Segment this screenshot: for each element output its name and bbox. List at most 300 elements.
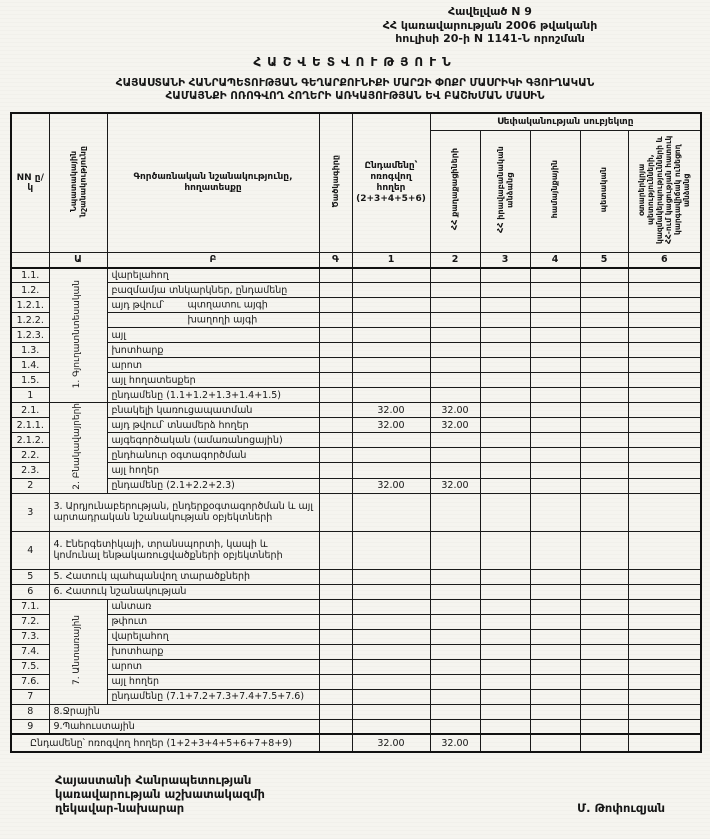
row-number: 3 bbox=[11, 493, 49, 531]
label-text: բնակելի կառուցապատման bbox=[111, 404, 253, 416]
empty-cell bbox=[530, 418, 580, 433]
table-row bbox=[11, 403, 701, 418]
empty-cell bbox=[319, 313, 352, 328]
label-text: թփուտ bbox=[111, 616, 148, 628]
label-text: արոտ bbox=[111, 661, 143, 673]
empty-cell bbox=[480, 644, 530, 659]
empty-cell bbox=[480, 403, 530, 418]
empty-cell bbox=[319, 388, 352, 403]
area-value: 32.00 bbox=[430, 403, 480, 418]
empty-cell bbox=[530, 644, 580, 659]
empty-cell bbox=[628, 448, 701, 463]
land-type-label bbox=[107, 418, 319, 433]
col-header-state-text: պետական bbox=[599, 166, 609, 213]
empty-cell bbox=[430, 569, 480, 584]
empty-cell bbox=[628, 463, 701, 478]
table-row bbox=[11, 569, 701, 584]
land-type-label bbox=[107, 313, 319, 328]
empty-cell bbox=[319, 358, 352, 373]
land-type-label bbox=[107, 448, 319, 463]
sub-label-text: պտղատու այգի bbox=[187, 299, 268, 311]
empty-cell bbox=[530, 599, 580, 614]
empty-cell bbox=[319, 478, 352, 493]
row-number: 1.3. bbox=[11, 343, 49, 358]
table-row bbox=[11, 659, 701, 674]
land-type-label bbox=[49, 531, 319, 569]
empty-cell bbox=[319, 644, 352, 659]
empty-cell bbox=[530, 328, 580, 343]
label-text: անտառ bbox=[111, 601, 152, 613]
empty-cell bbox=[430, 343, 480, 358]
empty-cell bbox=[628, 704, 701, 719]
table-row bbox=[11, 493, 701, 531]
empty-cell bbox=[352, 328, 430, 343]
row-number: 7.6. bbox=[11, 674, 49, 689]
land-type-label bbox=[49, 704, 319, 719]
empty-cell bbox=[480, 418, 530, 433]
empty-cell bbox=[530, 674, 580, 689]
empty-cell bbox=[530, 448, 580, 463]
table-row bbox=[11, 283, 701, 298]
label-text: 4. Էներգետիկայի, տրանսպորտի, կապի և կոմունալ ենթակառուցվածքների օբյեկտների bbox=[53, 539, 283, 562]
land-type-label bbox=[107, 358, 319, 373]
empty-cell bbox=[480, 704, 530, 719]
label-text: Ընդամենը՝ ոռոգվող հողեր (1+2+3+4+5+6+7+8+9) bbox=[30, 737, 293, 749]
area-value: 32.00 bbox=[352, 403, 430, 418]
row-number: 1.2.1. bbox=[11, 298, 49, 313]
empty-cell bbox=[530, 493, 580, 531]
col-header-code-text: Ծածկագիրը bbox=[330, 154, 340, 208]
label-text: ընդամենը (7.1+7.2+7.3+7.4+7.5+7.6) bbox=[111, 691, 305, 703]
empty-cell bbox=[319, 704, 352, 719]
label-text: արոտ bbox=[111, 359, 143, 371]
col-header-total-irrigated: Ընդամենը՝ ոռոգվող հողեր (2+3+4+5+6) bbox=[352, 113, 430, 253]
subtitle-line-1: ՀԱՅԱՍՏԱՆԻ ՀԱՆՐԱՊԵՏՈՒԹՅԱՆ ԳԵՂԱՐՔՈՒՆԻՔԻ ՄԱՐԶԻ ՓՈՔՐ ՄԱՍՐԻԿԻ ԳՅՈՒՂԱԿԱՆ bbox=[115, 76, 595, 89]
area-value: 32.00 bbox=[430, 734, 480, 752]
empty-cell bbox=[580, 704, 628, 719]
empty-cell bbox=[430, 704, 480, 719]
empty-cell bbox=[628, 531, 701, 569]
header-row-top bbox=[11, 113, 701, 131]
empty-cell bbox=[628, 358, 701, 373]
subtitle-line-2: ՀԱՄԱՅՆՔԻ ՈՌՈԳՎՈՂ ՀՈՂԵՐԻ ԱՌԿԱՅՈՒԹՅԱՆ ԵՎ ԲԱՇԽՄԱՆ ՄԱՍԻՆ bbox=[165, 89, 545, 102]
empty-cell bbox=[628, 719, 701, 734]
label-text: վարելահող bbox=[111, 631, 169, 643]
empty-cell bbox=[319, 689, 352, 704]
empty-cell bbox=[580, 298, 628, 313]
empty-cell bbox=[352, 569, 430, 584]
land-type-label bbox=[107, 403, 319, 418]
col-letter: 4 bbox=[530, 252, 580, 268]
table-row bbox=[11, 388, 701, 403]
appendix-line-1: Հավելված N 9 bbox=[448, 5, 532, 18]
empty-cell bbox=[628, 689, 701, 704]
empty-cell bbox=[480, 659, 530, 674]
empty-cell bbox=[530, 734, 580, 752]
empty-cell bbox=[580, 644, 628, 659]
area-value: 32.00 bbox=[352, 418, 430, 433]
empty-cell bbox=[480, 328, 530, 343]
col-header-ownership-subject: Սեփականության սուբյեկտը bbox=[430, 113, 701, 131]
empty-cell bbox=[480, 283, 530, 298]
row-number: 7.5. bbox=[11, 659, 49, 674]
row-number: 1.2. bbox=[11, 283, 49, 298]
empty-cell bbox=[480, 313, 530, 328]
empty-cell bbox=[580, 599, 628, 614]
col-header-purpose-text: Նպատակային նշանակությունը bbox=[68, 145, 87, 217]
empty-cell bbox=[530, 614, 580, 629]
land-category-cell bbox=[49, 403, 107, 494]
table-row bbox=[11, 599, 701, 614]
land-type-label bbox=[107, 283, 319, 298]
empty-cell bbox=[580, 268, 628, 283]
empty-cell bbox=[319, 599, 352, 614]
empty-cell bbox=[480, 298, 530, 313]
appendix-line-3: հուլիսի 20-ի N 1141-Ն որոշման bbox=[395, 32, 585, 45]
empty-cell bbox=[530, 719, 580, 734]
empty-cell bbox=[530, 569, 580, 584]
empty-cell bbox=[352, 719, 430, 734]
empty-cell bbox=[580, 629, 628, 644]
empty-cell bbox=[430, 283, 480, 298]
empty-cell bbox=[352, 584, 430, 599]
label-text: խոտհարք bbox=[111, 646, 164, 658]
empty-cell bbox=[430, 659, 480, 674]
empty-cell bbox=[530, 478, 580, 493]
col-header-community-text: համայնքային bbox=[550, 160, 560, 219]
col-header-functional: Գործառնական նշանակությունը, հողատեսքը bbox=[107, 113, 319, 253]
empty-cell bbox=[480, 448, 530, 463]
land-type-label bbox=[107, 629, 319, 644]
empty-cell bbox=[628, 298, 701, 313]
row-number: 1.2.2. bbox=[11, 313, 49, 328]
table-row bbox=[11, 463, 701, 478]
signer-title-line-2: կառավարության աշխատակազմի bbox=[55, 787, 265, 802]
row-number: 1 bbox=[11, 388, 49, 403]
empty-cell bbox=[352, 689, 430, 704]
area-value: 32.00 bbox=[352, 478, 430, 493]
empty-cell bbox=[352, 388, 430, 403]
row-number: 7.2. bbox=[11, 614, 49, 629]
empty-cell bbox=[430, 531, 480, 569]
row-number: 4 bbox=[11, 531, 49, 569]
col-header-state bbox=[580, 130, 628, 252]
empty-cell bbox=[319, 373, 352, 388]
empty-cell bbox=[628, 268, 701, 283]
signature-block bbox=[55, 773, 665, 815]
table-row bbox=[11, 373, 701, 388]
row-number: 7.4. bbox=[11, 644, 49, 659]
row-number: 2.3. bbox=[11, 463, 49, 478]
label-text: 8.Ջրային bbox=[53, 706, 100, 718]
empty-cell bbox=[530, 298, 580, 313]
empty-cell bbox=[352, 629, 430, 644]
land-type-label bbox=[107, 674, 319, 689]
empty-cell bbox=[530, 343, 580, 358]
empty-cell bbox=[530, 358, 580, 373]
empty-cell bbox=[480, 433, 530, 448]
empty-cell bbox=[319, 418, 352, 433]
empty-cell bbox=[352, 463, 430, 478]
empty-cell bbox=[580, 719, 628, 734]
land-type-label bbox=[49, 584, 319, 599]
empty-cell bbox=[319, 298, 352, 313]
land-type-label bbox=[107, 478, 319, 493]
col-header-foreign bbox=[628, 130, 701, 252]
empty-cell bbox=[430, 373, 480, 388]
empty-cell bbox=[530, 283, 580, 298]
empty-cell bbox=[530, 531, 580, 569]
empty-cell bbox=[352, 704, 430, 719]
empty-cell bbox=[480, 629, 530, 644]
col-letter: Գ bbox=[319, 252, 352, 268]
empty-cell bbox=[530, 584, 580, 599]
empty-cell bbox=[580, 313, 628, 328]
appendix-note bbox=[280, 0, 700, 46]
land-category-label: 7. Անտառային bbox=[72, 615, 83, 686]
empty-cell bbox=[430, 463, 480, 478]
empty-cell bbox=[580, 388, 628, 403]
empty-cell bbox=[580, 689, 628, 704]
empty-cell bbox=[628, 734, 701, 752]
label-text: այդ թվում՝ bbox=[111, 299, 165, 311]
empty-cell bbox=[480, 358, 530, 373]
table-row bbox=[11, 644, 701, 659]
row-number: 2.1.2. bbox=[11, 433, 49, 448]
empty-cell bbox=[352, 343, 430, 358]
empty-cell bbox=[628, 659, 701, 674]
empty-cell bbox=[319, 614, 352, 629]
empty-cell bbox=[628, 433, 701, 448]
empty-cell bbox=[628, 388, 701, 403]
empty-cell bbox=[628, 328, 701, 343]
empty-cell bbox=[430, 268, 480, 283]
land-report-table bbox=[10, 112, 702, 754]
empty-cell bbox=[430, 433, 480, 448]
empty-cell bbox=[530, 373, 580, 388]
land-type-label bbox=[107, 644, 319, 659]
empty-cell bbox=[352, 358, 430, 373]
empty-cell bbox=[352, 313, 430, 328]
empty-cell bbox=[580, 614, 628, 629]
empty-cell bbox=[580, 463, 628, 478]
area-value: 32.00 bbox=[430, 418, 480, 433]
empty-cell bbox=[530, 463, 580, 478]
empty-cell bbox=[628, 569, 701, 584]
empty-cell bbox=[580, 403, 628, 418]
signer-name: Մ. Թոփուզյան bbox=[577, 801, 665, 816]
col-header-purpose bbox=[49, 113, 107, 253]
land-type-label bbox=[107, 659, 319, 674]
empty-cell bbox=[530, 433, 580, 448]
empty-cell bbox=[430, 614, 480, 629]
empty-cell bbox=[352, 674, 430, 689]
empty-cell bbox=[628, 493, 701, 531]
table-row bbox=[11, 704, 701, 719]
empty-cell bbox=[480, 689, 530, 704]
col-header-community bbox=[530, 130, 580, 252]
label-text: ընդամենը (2.1+2.2+2.3) bbox=[111, 480, 235, 492]
empty-cell bbox=[430, 493, 480, 531]
table-row bbox=[11, 531, 701, 569]
land-type-label bbox=[107, 343, 319, 358]
grand-total-label bbox=[11, 734, 319, 752]
row-number: 7.1. bbox=[11, 599, 49, 614]
empty-cell bbox=[319, 569, 352, 584]
row-number: 7.3. bbox=[11, 629, 49, 644]
table-row bbox=[11, 584, 701, 599]
empty-cell bbox=[352, 531, 430, 569]
empty-cell bbox=[580, 433, 628, 448]
empty-cell bbox=[319, 268, 352, 283]
col-letter bbox=[11, 252, 49, 268]
empty-cell bbox=[352, 659, 430, 674]
label-text: այլ bbox=[111, 329, 126, 341]
empty-cell bbox=[430, 689, 480, 704]
empty-cell bbox=[628, 403, 701, 418]
signer-title-line-3: ղեկավար-նախարար bbox=[55, 801, 185, 816]
empty-cell bbox=[628, 313, 701, 328]
col-letter: 2 bbox=[430, 252, 480, 268]
empty-cell bbox=[319, 659, 352, 674]
empty-cell bbox=[530, 403, 580, 418]
table-row bbox=[11, 298, 701, 313]
empty-cell bbox=[319, 448, 352, 463]
land-type-label bbox=[49, 719, 319, 734]
empty-cell bbox=[352, 493, 430, 531]
empty-cell bbox=[580, 584, 628, 599]
col-letter: Բ bbox=[107, 252, 319, 268]
empty-cell bbox=[352, 433, 430, 448]
land-category-cell bbox=[49, 599, 107, 704]
label-text: 3. Արդյունաբերության, ընդերքօգտագործման և այլ արտադրական նշանակության օբյեկտների bbox=[53, 501, 313, 524]
empty-cell bbox=[580, 328, 628, 343]
table-row bbox=[11, 689, 701, 704]
empty-cell bbox=[530, 659, 580, 674]
empty-cell bbox=[319, 584, 352, 599]
empty-cell bbox=[580, 569, 628, 584]
table-row bbox=[11, 433, 701, 448]
empty-cell bbox=[530, 689, 580, 704]
empty-cell bbox=[580, 659, 628, 674]
empty-cell bbox=[628, 478, 701, 493]
empty-cell bbox=[352, 448, 430, 463]
empty-cell bbox=[430, 298, 480, 313]
empty-cell bbox=[628, 343, 701, 358]
area-value: 32.00 bbox=[352, 734, 430, 752]
report-table-body bbox=[11, 268, 701, 753]
empty-cell bbox=[430, 313, 480, 328]
appendix-line-2: ՀՀ կառավարության 2006 թվականի bbox=[382, 18, 598, 32]
label-text: բազմամյա տնկարկներ, ընդամենը bbox=[111, 284, 288, 296]
empty-cell bbox=[580, 373, 628, 388]
column-letters-row bbox=[11, 252, 701, 268]
empty-cell bbox=[480, 343, 530, 358]
table-row bbox=[11, 719, 701, 734]
empty-cell bbox=[480, 531, 530, 569]
label-text: ընդհանուր օգտագործման bbox=[111, 449, 247, 461]
land-category-label: 2. Բնակավայրերի bbox=[72, 403, 83, 490]
empty-cell bbox=[480, 388, 530, 403]
land-type-label bbox=[107, 433, 319, 448]
table-row bbox=[11, 343, 701, 358]
empty-cell bbox=[580, 478, 628, 493]
label-text: այգեգործական (ամառանոցային) bbox=[111, 434, 283, 446]
empty-cell bbox=[530, 268, 580, 283]
empty-cell bbox=[319, 328, 352, 343]
land-type-label bbox=[107, 463, 319, 478]
col-header-citizens-text: ՀՀ քաղաքացիների bbox=[450, 148, 460, 231]
row-number: 1.5. bbox=[11, 373, 49, 388]
empty-cell bbox=[319, 463, 352, 478]
col-header-nn: NN ը/կ bbox=[11, 113, 49, 253]
empty-cell bbox=[628, 674, 701, 689]
col-letter: 3 bbox=[480, 252, 530, 268]
land-category-label: 1. Գյուղատնտեսական bbox=[72, 279, 83, 388]
table-row bbox=[11, 448, 701, 463]
col-header-code bbox=[319, 113, 352, 253]
land-category-cell bbox=[49, 268, 107, 403]
land-type-label bbox=[107, 373, 319, 388]
empty-cell bbox=[352, 599, 430, 614]
empty-cell bbox=[628, 283, 701, 298]
row-number: 1.1. bbox=[11, 268, 49, 283]
empty-cell bbox=[319, 531, 352, 569]
empty-cell bbox=[480, 478, 530, 493]
col-letter: Ա bbox=[49, 252, 107, 268]
empty-cell bbox=[580, 674, 628, 689]
empty-cell bbox=[480, 734, 530, 752]
empty-cell bbox=[530, 704, 580, 719]
col-header-citizens bbox=[430, 130, 480, 252]
empty-cell bbox=[628, 418, 701, 433]
empty-cell bbox=[352, 283, 430, 298]
land-type-label bbox=[107, 689, 319, 704]
empty-cell bbox=[352, 298, 430, 313]
row-number: 2 bbox=[11, 478, 49, 493]
row-number: 8 bbox=[11, 704, 49, 719]
land-type-label bbox=[107, 298, 319, 313]
signer-title bbox=[55, 773, 265, 815]
empty-cell bbox=[430, 719, 480, 734]
row-number: 1.4. bbox=[11, 358, 49, 373]
table-row bbox=[11, 614, 701, 629]
empty-cell bbox=[628, 373, 701, 388]
land-type-label bbox=[107, 328, 319, 343]
land-type-label bbox=[49, 493, 319, 531]
empty-cell bbox=[628, 599, 701, 614]
land-type-label bbox=[107, 388, 319, 403]
row-number: 6 bbox=[11, 584, 49, 599]
empty-cell bbox=[430, 448, 480, 463]
empty-cell bbox=[430, 644, 480, 659]
empty-cell bbox=[580, 418, 628, 433]
empty-cell bbox=[430, 674, 480, 689]
empty-cell bbox=[530, 388, 580, 403]
empty-cell bbox=[319, 283, 352, 298]
table-row bbox=[11, 358, 701, 373]
empty-cell bbox=[319, 403, 352, 418]
table-row bbox=[11, 313, 701, 328]
row-number: 9 bbox=[11, 719, 49, 734]
col-header-foreign-text: օտարերկրյա պետությունների, կազմակերպությունների և ՀՀ-ում կացության հատուկ կարգավիճակ ունեցող անձանց bbox=[637, 135, 692, 244]
signer-title-line-1: Հայաստանի Հանրապետության bbox=[55, 773, 252, 788]
empty-cell bbox=[319, 734, 352, 752]
empty-cell bbox=[580, 343, 628, 358]
empty-cell bbox=[319, 493, 352, 531]
empty-cell bbox=[530, 313, 580, 328]
table-row bbox=[11, 478, 701, 493]
